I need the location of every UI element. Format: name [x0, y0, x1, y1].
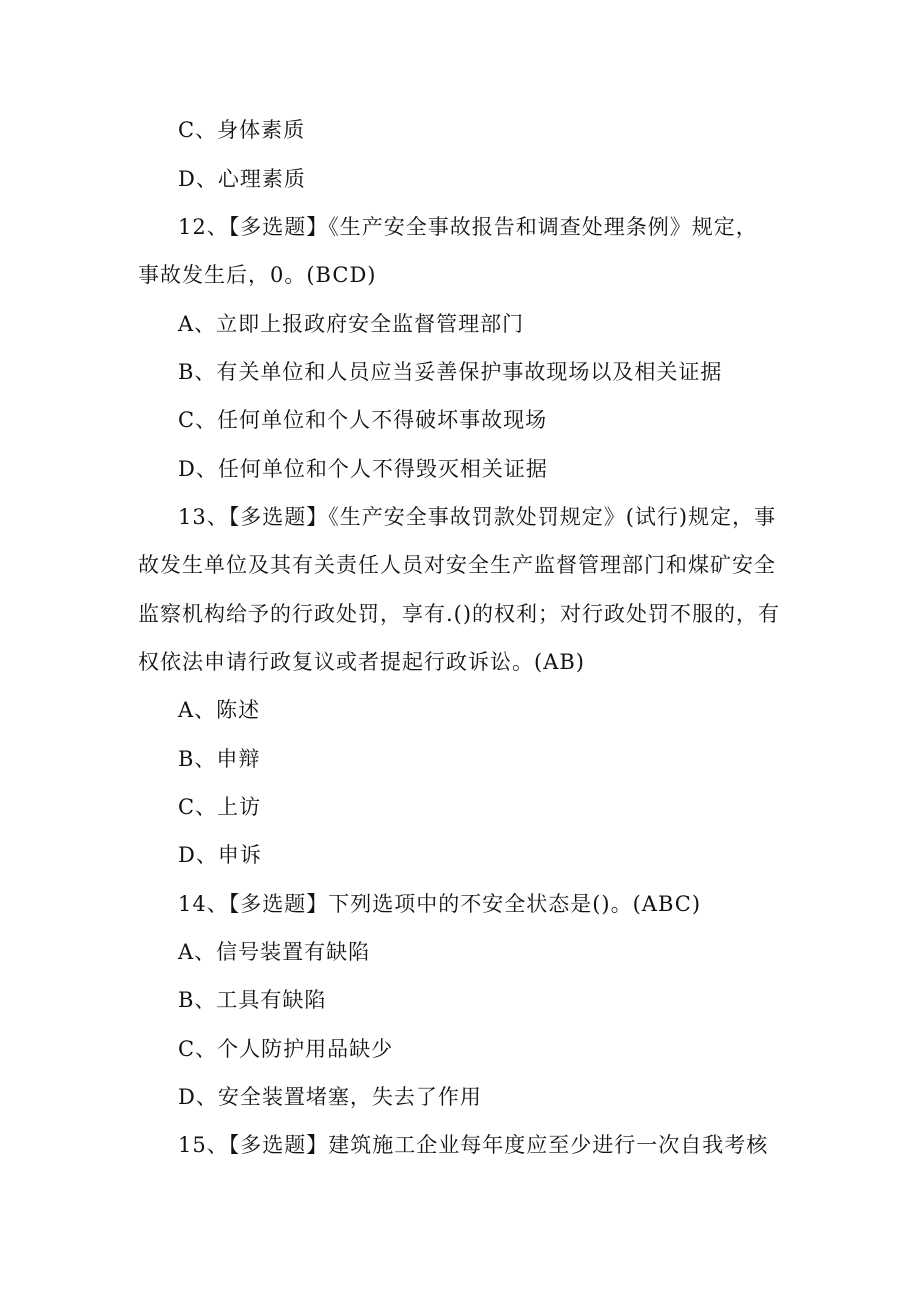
option-c-q13: C、上访 [178, 795, 262, 819]
option-c-q12: C、任何单位和个人不得破坏事故现场 [178, 408, 548, 432]
option-d-q12: D、任何单位和个人不得毁灭相关证据 [178, 457, 548, 481]
question-12-line-2: 事故发生后，0。(BCD) [138, 263, 377, 287]
option-b-q14: B、工具有缺陷 [178, 988, 327, 1012]
question-14-line-1: 14、【多选题】下列选项中的不安全状态是()。(ABC) [178, 892, 702, 916]
question-13-line-1: 13、【多选题】《生产安全事故罚款处罚规定》(试行)规定，事 [178, 505, 777, 529]
option-c-q14: C、个人防护用品缺少 [178, 1037, 394, 1061]
option-d-q14: D、安全装置堵塞，失去了作用 [178, 1085, 482, 1109]
option-c-q11: C、身体素质 [178, 118, 306, 142]
question-15-line-1: 15、【多选题】建筑施工企业每年度应至少进行一次自我考核 [178, 1133, 769, 1157]
option-a-q13: A、陈述 [178, 698, 261, 722]
option-d-q11: D、心理素质 [178, 167, 306, 191]
question-12-line-1: 12、【多选题】《生产安全事故报告和调查处理条例》规定， [178, 215, 758, 239]
question-13-line-4: 权依法申请行政复议或者提起行政诉讼。(AB) [138, 650, 585, 674]
question-13-line-3: 监察机构给予的行政处罚，享有.()的权利；对行政处罚不服的，有 [138, 602, 781, 626]
option-a-q12: A、立即上报政府安全监督管理部门 [178, 312, 525, 336]
option-b-q12: B、有关单位和人员应当妥善保护事故现场以及相关证据 [178, 360, 723, 384]
option-a-q14: A、信号装置有缺陷 [178, 940, 371, 964]
option-b-q13: B、申辩 [178, 747, 261, 771]
question-13-line-2: 故发生单位及其有关责任人员对安全生产监督管理部门和煤矿安全 [138, 553, 776, 577]
option-d-q13: D、申诉 [178, 843, 262, 867]
